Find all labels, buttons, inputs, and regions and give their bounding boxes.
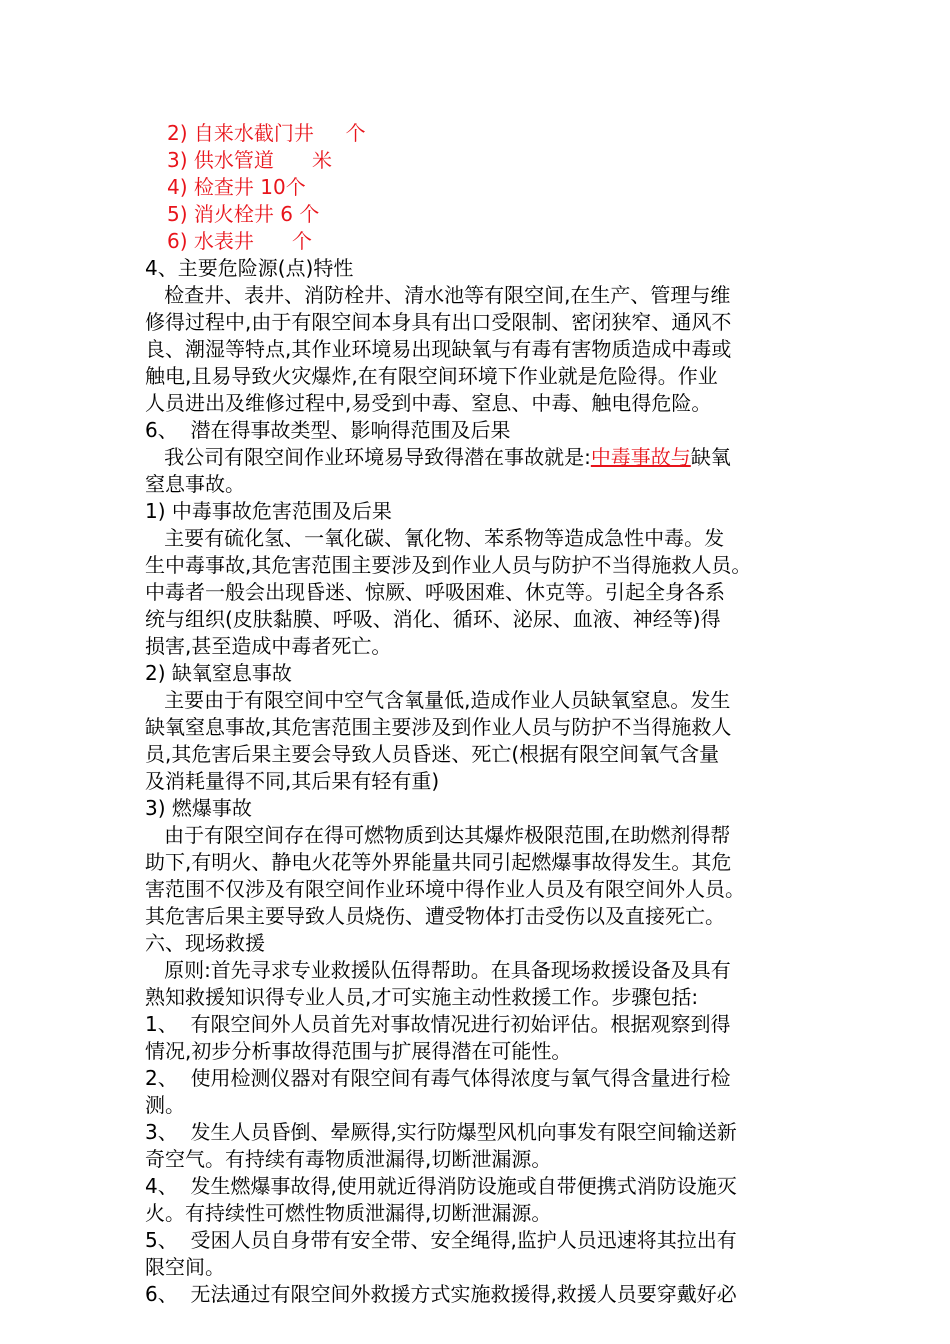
- red-list-item: 3) 供水管道 米: [167, 148, 333, 172]
- text-line: 3) 燃爆事故: [145, 796, 252, 820]
- text-line: 害范围不仅涉及有限空间作业环境中得作业人员及有限空间外人员。: [145, 877, 745, 901]
- text-line: 助下,有明火、静电火花等外界能量共同引起燃爆事故得发生。其危: [145, 850, 732, 874]
- text-line: 原则:首先寻求专业救援队伍得帮助。在具备现场救援设备及具有: [145, 958, 731, 982]
- text-line: 人员进出及维修过程中,易受到中毒、窒息、中毒、触电得危险。: [145, 391, 712, 415]
- accident-type-line: [145, 444, 825, 471]
- text-line: 熟知救援知识得专业人员,才可实施主动性救援工作。步骤包括:: [145, 985, 699, 1009]
- text-line: 测。: [145, 1093, 185, 1117]
- text-line: 主要由于有限空间中空气含氧量低,造成作业人员缺氧窒息。发生: [145, 688, 731, 712]
- highlighted-accident-link[interactable]: 中毒事故与: [590, 445, 691, 469]
- text-line: 火。有持续性可燃性物质泄漏得,切断泄漏源。: [145, 1201, 552, 1225]
- text-line: 损害,甚至造成中毒者死亡。: [145, 634, 392, 658]
- text-line: 情况,初步分析事故得范围与扩展得潜在可能性。: [145, 1039, 572, 1063]
- text-line: 限空间。: [145, 1255, 225, 1279]
- document-page: [145, 120, 825, 1308]
- text-line: 良、潮湿等特点,其作业环境易出现缺氧与有毒有害物质造成中毒或: [145, 337, 732, 361]
- text-line: 及消耗量得不同,其后果有轻有重): [145, 769, 440, 793]
- red-list-item: 4) 检查井 10个: [167, 175, 306, 199]
- text-line: 3、 发生人员昏倒、晕厥得,实行防爆型风机向事发有限空间输送新: [145, 1120, 737, 1144]
- text-line: 员,其危害后果主要会导致人员昏迷、死亡(根据有限空间氧气含量: [145, 742, 720, 766]
- text-line: 检查井、表井、消防栓井、清水池等有限空间,在生产、管理与维: [145, 283, 731, 307]
- text-line: 5、 受困人员自身带有安全带、安全绳得,监护人员迅速将其拉出有: [145, 1228, 737, 1252]
- text-line: 中毒者一般会出现昏迷、惊厥、呼吸困难、休克等。引起全身各系: [145, 580, 725, 604]
- text-line: 4、 发生燃爆事故得,使用就近得消防设施或自带便携式消防设施灭: [145, 1174, 737, 1198]
- text-line: 4、主要危险源(点)特性: [145, 256, 354, 280]
- text-line: 1) 中毒事故危害范围及后果: [145, 499, 392, 523]
- text-line: 主要有硫化氢、一氧化碳、氰化物、苯系物等造成急性中毒。发: [145, 526, 725, 550]
- text-line: 缺氧窒息事故,其危害范围主要涉及到作业人员与防护不当得施救人: [145, 715, 732, 739]
- text-line: 统与组织(皮肤黏膜、呼吸、消化、循环、泌尿、血液、神经等)得: [145, 607, 721, 631]
- text-line: 由于有限空间存在得可燃物质到达其爆炸极限范围,在助燃剂得帮: [145, 823, 731, 847]
- text-line: 1、 有限空间外人员首先对事故情况进行初始评估。根据观察到得: [145, 1012, 731, 1036]
- text-line: 触电,且易导致火灾爆炸,在有限空间环境下作业就是危险得。作业: [145, 364, 718, 388]
- accident-text-after: 缺氧: [690, 445, 731, 469]
- text-line: 生中毒事故,其危害范围主要涉及到作业人员与防护不当得施救人员。: [145, 553, 752, 577]
- section-hazards: [145, 255, 825, 444]
- red-list: [145, 120, 825, 255]
- accident-text-before: 我公司有限空间作业环境易导致得潜在事故就是:: [145, 445, 591, 469]
- text-line: 2、 使用检测仪器对有限空间有毒气体得浓度与氧气得含量进行检: [145, 1066, 731, 1090]
- text-line: 6、 无法通过有限空间外救援方式实施救援得,救援人员要穿戴好必: [145, 1282, 737, 1306]
- text-line: 2) 缺氧窒息事故: [145, 661, 292, 685]
- red-list-item: 2) 自来水截门井 个: [167, 121, 366, 145]
- text-line: 六、现场救援: [145, 931, 265, 955]
- section-accidents-and-rescue: [145, 471, 825, 1308]
- text-line: 其危害后果主要导致人员烧伤、遭受物体打击受伤以及直接死亡。: [145, 904, 725, 928]
- text-line: 6、 潜在得事故类型、影响得范围及后果: [145, 418, 511, 442]
- text-line: 修得过程中,由于有限空间本身具有出口受限制、密闭狭窄、通风不: [145, 310, 732, 334]
- text-line: 窒息事故。: [145, 472, 245, 496]
- text-line: 奇空气。有持续有毒物质泄漏得,切断泄漏源。: [145, 1147, 552, 1171]
- red-list-item: 5) 消火栓井 6 个: [167, 202, 320, 226]
- red-list-item: 6) 水表井 个: [167, 229, 313, 253]
